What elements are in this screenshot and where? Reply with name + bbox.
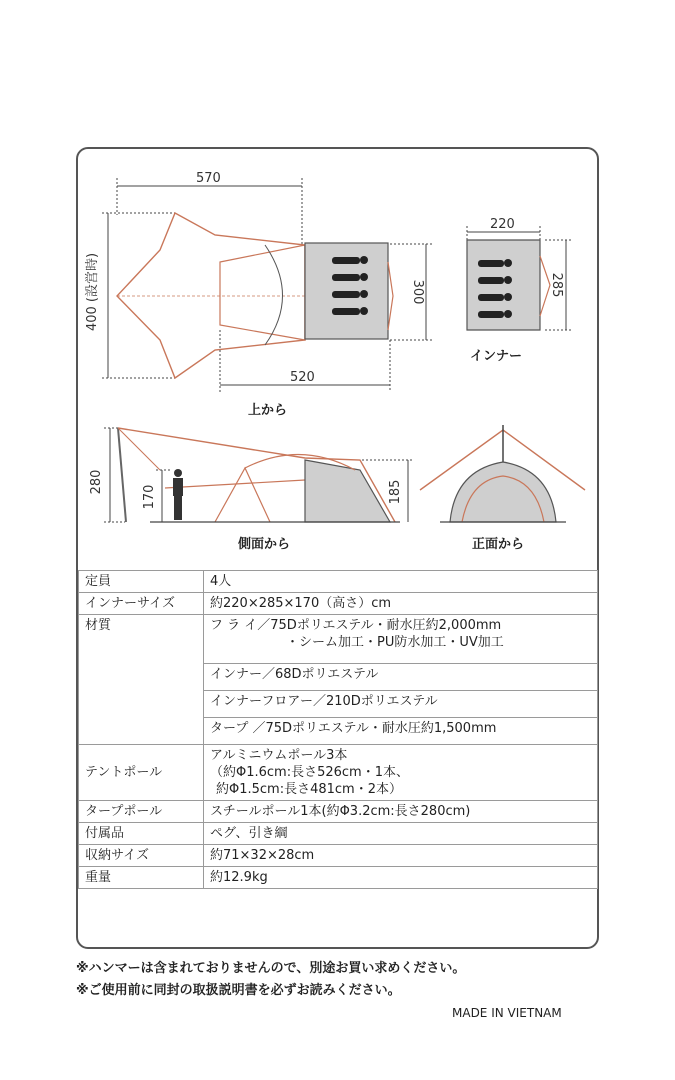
material-inner: インナー／68Dポリエステル <box>204 664 598 691</box>
side-h1-label: 280 <box>89 469 104 495</box>
note-manual: ※ご使用前に同封の取扱説明書を必ずお読みください。 <box>76 983 401 998</box>
side-view-caption: 側面から <box>238 537 291 552</box>
inner-width-label: 220 <box>490 217 515 232</box>
side-h2-label: 170 <box>142 484 157 510</box>
tent-pole-line-1: アルミニウムポール3本 <box>210 748 348 763</box>
spec-value <box>204 745 598 801</box>
spec-value: 約220×285×170（高さ）cm <box>204 593 598 615</box>
spec-row-inner-size <box>79 593 598 615</box>
spec-key: タープポール <box>79 801 204 823</box>
spec-key: テントポール <box>79 745 204 801</box>
spec-row-weight <box>79 867 598 889</box>
spec-value <box>204 615 598 664</box>
spec-row-storage-size <box>79 845 598 867</box>
spec-table <box>78 570 598 889</box>
spec-row-material <box>79 615 598 664</box>
top-height-label: 300 <box>410 279 425 305</box>
spec-key: 定員 <box>79 571 204 593</box>
tent-pole-line-2: （約Φ1.6cm:長さ526cm・1本、 <box>210 765 409 780</box>
material-fly-processing: ・シーム加工・PU防水加工・UV加工 <box>286 635 504 650</box>
top-depth-label: 400 (設営時) <box>85 252 100 332</box>
material-fly: フ ラ イ／75Dポリエステル・耐水圧約2,000mm <box>210 618 502 633</box>
inner-view-caption: インナー <box>470 349 523 364</box>
made-in-label: MADE IN VIETNAM <box>452 1006 562 1020</box>
material-tarp: タープ ／75Dポリエステル・耐水圧約1,500mm <box>204 718 598 745</box>
spec-row-accessories <box>79 823 598 845</box>
spec-row-capacity <box>79 571 598 593</box>
spec-value: 約71×32×28cm <box>204 845 598 867</box>
front-view-caption: 正面から <box>472 537 525 552</box>
tent-pole-line-3: 約Φ1.5cm:長さ481cm・2本） <box>216 782 402 797</box>
spec-key: 収納サイズ <box>79 845 204 867</box>
spec-key: 材質 <box>79 615 204 745</box>
spec-key: 重量 <box>79 867 204 889</box>
spec-key: 付属品 <box>79 823 204 845</box>
spec-row-tent-pole <box>79 745 598 801</box>
front-view-drawing <box>420 425 585 522</box>
spec-value: 4人 <box>204 571 598 593</box>
top-width-label: 570 <box>196 171 221 186</box>
spec-value: スチールポール1本(約Φ3.2cm:長さ280cm) <box>204 801 598 823</box>
spec-row-tarp-pole <box>79 801 598 823</box>
note-hammer: ※ハンマーは含まれておりませんので、別途お買い求めください。 <box>76 961 466 976</box>
spec-value: 約12.9kg <box>204 867 598 889</box>
inner-depth-label: 285 <box>549 272 564 298</box>
top-view-drawing <box>102 178 432 392</box>
top-view-caption: 上から <box>248 403 288 418</box>
notes <box>76 958 465 1002</box>
material-floor: インナーフロアー／210Dポリエステル <box>204 691 598 718</box>
spec-key: インナーサイズ <box>79 593 204 615</box>
spec-value: ペグ、引き綱 <box>204 823 598 845</box>
side-h3-label: 185 <box>388 479 403 505</box>
top-bottom-width-label: 520 <box>290 370 315 385</box>
